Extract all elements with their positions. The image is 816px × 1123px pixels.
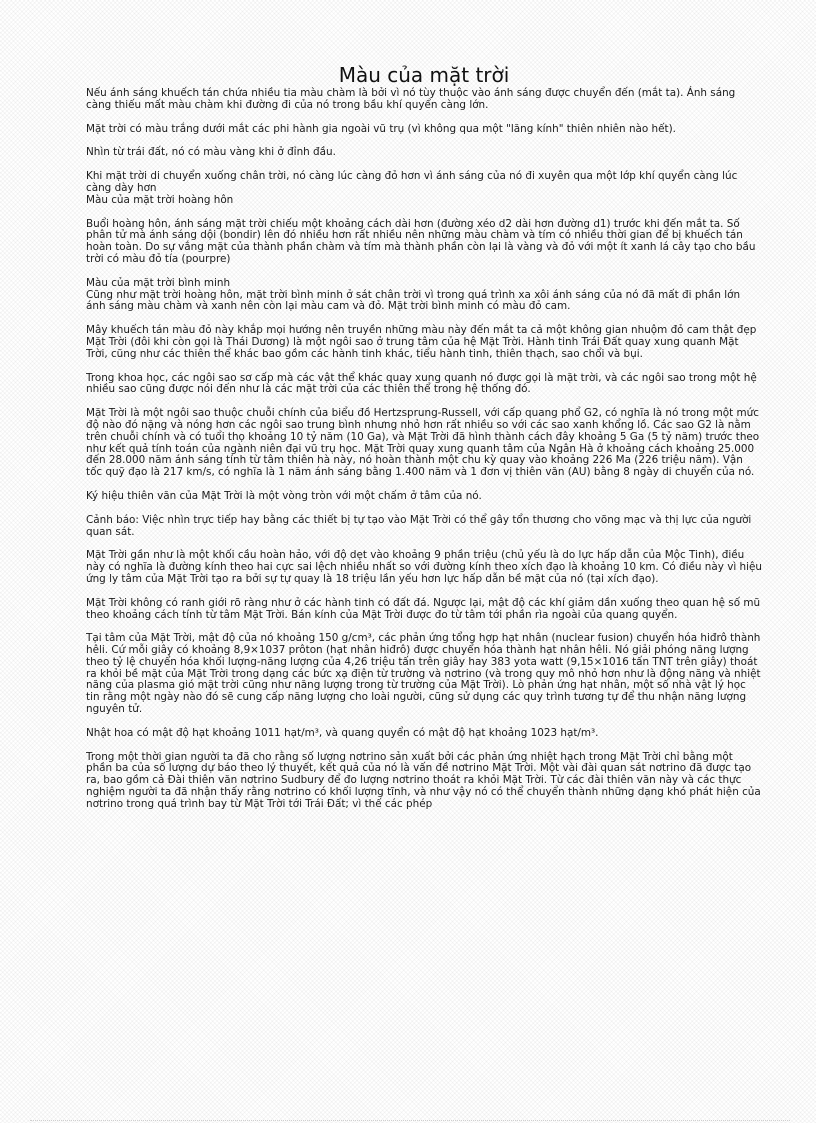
paragraph: Tại tâm của Mặt Trời, mật độ của nó khoảng 150 g/cm³, các phản ứng tổng hợp hạt nhân (nuclear fusion) chuyển hóa hiđrô thành hêli. Cứ mỗi giây có khoảng 8,9×1037 prôton (hạt nhân hiđrô) được chuyển hóa thành hạt nhân hêli. Nó giải phóng năng lượng theo tỷ lệ chuyển hóa khối lượng-năng lượng của 4,26 triệu tấn trên giây hay 383 yota watt (9,15×1016 tấn TNT trên giây) thoát ra khỏi bề mặt của Mặt Trời trong dạng các bức xạ điện từ trường và nơtrino (và trong quy mô nhỏ hơn như là động năng và nhiệt năng của plasma gió mặt trời cũng như năng lượng trong từ trường của Mặt Trời). Lò phản ứng hạt nhân, một số nhà vật lý học tin rằng một ngày nào đó sẽ cung cấp năng lượng cho loài người, cũng sử dụng các quy trình tương tự để thu nhận năng lượng nguyên tử. — [86, 632, 761, 716]
paragraph: Mặt Trời (đôi khi còn gọi là Thái Dương) là một ngôi sao ở trung tâm của hệ Mặt Trời. Hành tinh Trái Đất quay xung quanh Mặt Trời, cũng như các thiên thể khác bao gồm các hành tinh khác, tiểu hành tinh, thiên thạch, sao chổi và bụi. — [86, 335, 739, 360]
paragraph: Cũng như mặt trời hoàng hôn, mặt trời bình minh ở sát chân trời vì trong quá trình xa xôi ánh sáng của nó đã mất đi phần lớn ánh sáng màu chàm và xanh nên còn lại màu cam và đỏ. Mặt trời bình minh có màu đỏ cam. — [86, 288, 741, 313]
paragraph: Mặt Trời là một ngôi sao thuộc chuỗi chính của biểu đồ Hertzsprung-Russell, với cấp quang phổ G2, có nghĩa là nó trong một mức độ nào đó nặng và nóng hơn các ngôi sao trung bình nhưng nhỏ hơn rất nhiều so với các sao xanh khổng lồ. Các sao G2 là nằm trên chuỗi chính và có tuổi thọ khoảng 10 tỷ năm (10 Ga), và Mặt Trời đã hình thành cách đây khoảng 5 Ga (5 tỷ năm) trước theo như kết quả tính toán của ngành niên đại vũ trụ học. Mặt Trời quay xung quanh tâm của Ngân Hà ở khoảng cách khoảng 25.000 đến 28.000 năm ánh sáng tính từ tâm thiên hà này, nó hoàn thành một chu kỳ quay vào khoảng 226 Ma (226 triệu năm). Vận tốc quỹ đạo là 217 km/s, có nghĩa là 1 năm ánh sáng bằng 1.400 năm và 1 đơn vị thiên văn (AU) bằng 8 ngày di chuyển của nó. — [86, 407, 760, 479]
paragraph: Trong một thời gian người ta đã cho rằng số lượng nơtrino sản xuất bởi các phản ứng nhiệt hạch trong Mặt Trời chỉ bằng một phần ba của số lượng dự báo theo lý thuyết, kết quả của nó là vấn đề nơtrino Mặt Trời. Một vài đài quan sát nơtrino đã được tạo ra, bao gồm cả Đài thiên văn nơtrino Sudbury để đo lượng nơtrino thoát ra khỏi Mặt Trời. Từ các đài thiên văn này và các thực nghiệm người ta đã nhận thấy rằng nơtrino có khối lượng tĩnh, và như vậy nó có thể chuyển thành những dạng khó phát hiện của nơtrino trong quá trình bay từ Mặt Trời tới Trái Đất; vì thế các phép — [86, 750, 761, 810]
paragraph: Nhật hoa có mật độ hạt khoảng 1011 hạt/m³, và quang quyển có mật độ hạt khoảng 1023 hạt/m³. — [86, 726, 599, 739]
section-heading: Màu của mặt trời hoàng hôn — [86, 193, 234, 206]
paragraph: Nhìn từ trái đất, nó có màu vàng khi ở đỉnh đầu. — [86, 146, 336, 159]
paragraph: Nếu ánh sáng khuếch tán chứa nhiều tia màu chàm là bởi vì nó tùy thuộc vào ánh sáng được chuyển đến (mắt ta). Ánh sáng càng thiếu mất màu chàm khi đường đi của nó trong bầu khí quyển càng lớn. — [86, 87, 736, 111]
paragraph: Buổi hoàng hôn, ánh sáng mặt trời chiếu một khoảng cách dài hơn (đường xéo d2 dài hơn đường d1) trước khi đến mắt ta. Số phân tử mà ánh sáng dội (bondir) lên đó nhiều hơn rất nhiều nên những màu chàm và tím có nhiều thời gian để bị khuếch tán hoàn toàn. Do sự vắng mặt của thành phần chàm và tím mà thành phần còn lại là vàng và đỏ với một ít xanh lá cây tạo cho bầu trời có màu đỏ tía (pourpre) — [86, 217, 756, 265]
paragraph: Ký hiệu thiên văn của Mặt Trời là một vòng tròn với một chấm ở tâm của nó. — [86, 489, 482, 502]
paragraph: Khi mặt trời di chuyển xuống chân trời, nó càng lúc càng đỏ hơn vì ánh sáng của nó đi xuyên qua một lớp khí quyển càng lúc càng dày hơn — [86, 170, 738, 194]
paragraph: Mặt Trời gần như là một khối cầu hoàn hảo, với độ dẹt vào khoảng 9 phần triệu (chủ yếu là do lực hấp dẫn của Mộc Tinh), điều này có nghĩa là đường kính theo hai cực sai lệch nhiều nhất so với đường kính theo xích đạo là khoảng 10 km. Có điều này vì hiệu ứng ly tâm của Mặt Trời tạo ra bởi sự tự quay là 18 triệu lần yếu hơn lực hấp dẫn bề mặt của nó (tại xích đạo). — [86, 549, 762, 585]
section-heading: Màu của mặt trời bình minh — [86, 276, 231, 289]
paragraph: Mặt trời có màu trắng dưới mắt các phi hành gia ngoài vũ trụ (vì không qua một "lăng kính" thiên nhiên nào hết). — [86, 122, 676, 135]
warning-paragraph: Cảnh báo: Việc nhìn trực tiếp hay bằng các thiết bị tự tạo vào Mặt Trời có thể gây tổn thương cho võng mạc và thị lực của người quan sát. — [86, 513, 752, 538]
paragraph: Trong khoa học, các ngôi sao sơ cấp mà các vật thể khác quay xung quanh nó được gọi là mặt trời, và các ngôi sao trong một hệ nhiều sao cũng được nói đến như là các mặt trời của các thiên thể trong hệ thống đó. — [86, 371, 757, 396]
page-title: Màu của mặt trời — [338, 63, 510, 87]
page-bottom-divider — [30, 1120, 790, 1122]
paragraph: Mây khuếch tán màu đỏ này khắp mọi hướng nên truyền những màu này đến mắt ta cả một không gian nhuộm đỏ cam thật đẹp — [86, 324, 757, 337]
paragraph: Mặt Trời không có ranh giới rõ ràng như ở các hành tinh có đất đá. Ngược lại, mật độ các khí giảm dần xuống theo quan hệ số mũ theo khoảng cách tính từ tâm Mặt Trời. Bán kính của Mặt Trời được đo từ tâm tới phần rìa ngoài của quang quyển. — [86, 596, 761, 621]
document-page — [86, 62, 762, 1062]
